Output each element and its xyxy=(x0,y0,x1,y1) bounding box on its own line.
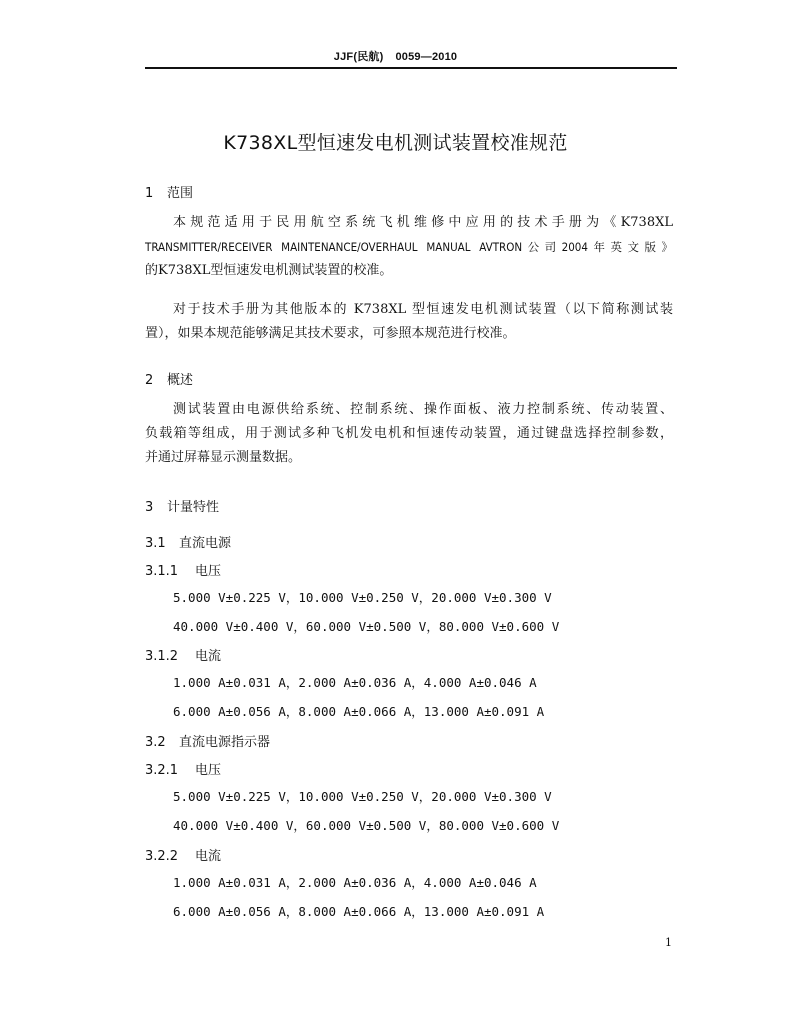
document-title: K738XL型恒速发电机测试装置校准规范 xyxy=(223,132,568,154)
section-3-heading xyxy=(145,496,219,515)
section-number: 1 xyxy=(145,186,154,201)
text-line: 置），如果本规范能够满足其技术要求，可参照本规范进行校准。 xyxy=(145,326,516,341)
section-title: 概述 xyxy=(167,373,194,388)
section-number: 3.2.2 xyxy=(145,849,179,864)
spec-line: 5.000 V±0.225 V，10.000 V±0.250 V，20.000 V±0.300 V xyxy=(173,789,552,804)
subsection-3-2-1-heading xyxy=(145,759,221,778)
section-title: 计量特性 xyxy=(167,500,220,515)
section-number: 2 xyxy=(145,373,154,388)
text-line: 测试装置由电源供给系统、控制系统、操作面板、液力控制系统、传动装置、 xyxy=(173,402,673,417)
spec-line: 1.000 A±0.031 A，2.000 A±0.036 A，4.000 A±0.046 A xyxy=(173,875,537,890)
header-code: JJF(民航) xyxy=(333,51,384,63)
text-line: 的K738XL型恒速发电机测试装置的校准。 xyxy=(145,263,393,278)
section-number: 3 xyxy=(145,500,154,515)
section-number: 3.2 xyxy=(145,735,166,750)
text-line: 本规范适用于民用航空系统飞机维修中应用的技术手册为《K738XL xyxy=(173,215,673,230)
section-title: 范围 xyxy=(167,186,194,201)
page-number: 1 xyxy=(665,936,672,949)
text-line: 负载箱等组成，用于测试多种飞机发电机和恒速传动装置，通过键盘选择控制参数， xyxy=(145,426,673,441)
spec-line: 6.000 A±0.056 A，8.000 A±0.066 A，13.000 A±0.091 A xyxy=(173,704,545,719)
subsection-3-1-1-heading xyxy=(145,560,221,579)
section-2-heading xyxy=(145,369,193,388)
section-1-paragraph-2 xyxy=(145,298,673,346)
subsection-3-1-2-heading xyxy=(145,645,221,664)
section-2-paragraph xyxy=(145,398,673,470)
section-title: 直流电源 xyxy=(179,536,232,551)
section-title: 电流 xyxy=(195,849,222,864)
spec-line: 5.000 V±0.225 V，10.000 V±0.250 V，20.000 V±0.300 V xyxy=(173,590,552,605)
section-number: 3.1 xyxy=(145,536,166,551)
text-line: 并通过屏幕显示测量数据。 xyxy=(145,450,302,465)
section-1-paragraph-1 xyxy=(145,211,673,283)
section-title: 电压 xyxy=(195,763,222,778)
section-number: 3.2.1 xyxy=(145,763,179,778)
spec-line: 40.000 V±0.400 V，60.000 V±0.500 V，80.000 V±0.600 V xyxy=(173,818,560,833)
section-number: 3.1.2 xyxy=(145,649,179,664)
header-rule xyxy=(145,67,677,69)
section-title: 电流 xyxy=(195,649,222,664)
section-number: 3.1.1 xyxy=(145,564,179,579)
spec-line: 6.000 A±0.056 A，8.000 A±0.066 A，13.000 A±0.091 A xyxy=(173,904,545,919)
section-title: 直流电源指示器 xyxy=(179,735,271,750)
spec-line: 40.000 V±0.400 V，60.000 V±0.500 V，80.000 V±0.600 V xyxy=(173,619,560,634)
header-number: 0059—2010 xyxy=(395,51,458,63)
section-title: 电压 xyxy=(195,564,222,579)
running-header xyxy=(0,48,791,64)
subsection-3-2-2-heading xyxy=(145,845,221,864)
subsection-3-2-heading xyxy=(145,731,270,750)
spec-line: 1.000 A±0.031 A，2.000 A±0.036 A，4.000 A±0.046 A xyxy=(173,675,537,690)
text-line: TRANSMITTER/RECEIVER MAINTENANCE/OVERHAUL MANUAL AVTRON公司2004年英文版》 xyxy=(145,240,673,254)
text-line: 对于技术手册为其他版本的 K738XL 型恒速发电机测试装置（以下简称测试装 xyxy=(173,302,673,317)
subsection-3-1-heading xyxy=(145,532,231,551)
section-1-heading xyxy=(145,182,193,201)
